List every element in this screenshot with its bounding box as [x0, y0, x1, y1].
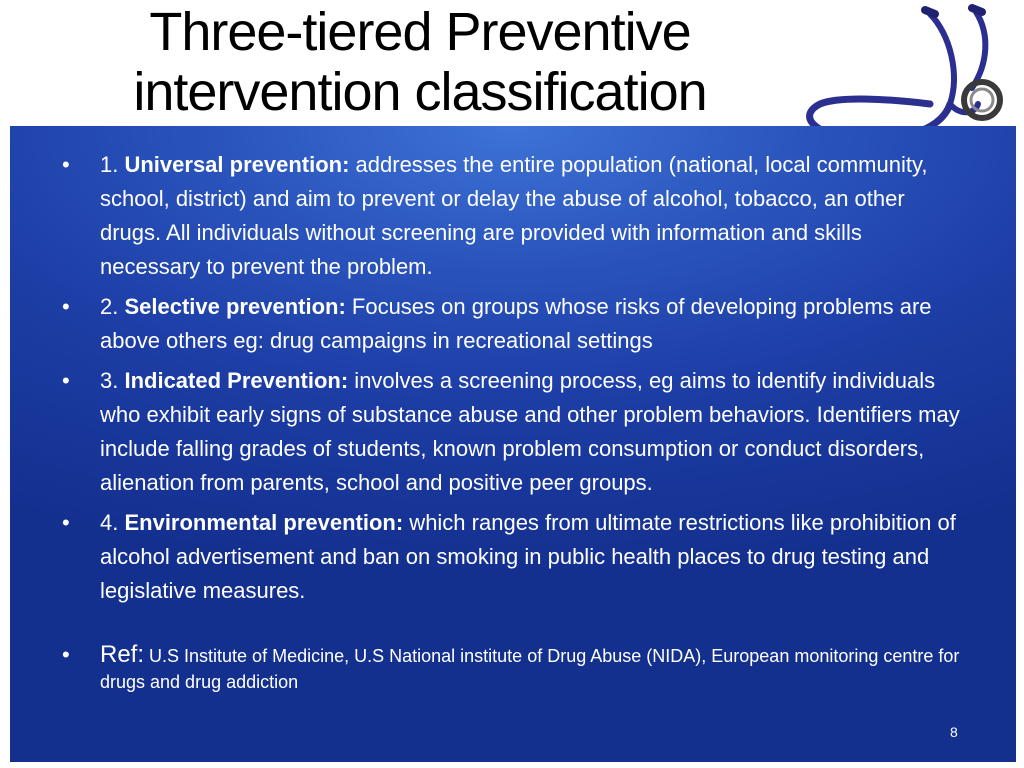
reference-text: U.S Institute of Medicine, U.S National institute of Drug Abuse (NIDA), European monitoring centre for drugs and drug addiction	[100, 646, 960, 692]
bullet-text: addresses the entire population (national, local community, school, district) and aim to prevent or delay the abuse of alcohol, tobacco, an other drugs. All individuals without screening are provided with information and skills necessary to prevent the problem.	[100, 152, 928, 279]
bullet-text: Focuses on groups whose risks of developing problems are above others eg: drug campaigns in recreational settings	[100, 294, 932, 353]
bullet-prefix: 4.	[100, 510, 125, 535]
bullet-item-reference	[48, 642, 968, 695]
bullet-dot-icon: •	[62, 642, 70, 667]
bullet-prefix: 1.	[100, 152, 125, 177]
bullet-term: Selective prevention:	[124, 294, 346, 319]
bullet-text: involves a screening process, eg aims to identify individuals who exhibit early signs of substance abuse and other problem behaviors. Identifiers may include falling grades of students, known problem consumption or conduct disorders, alienation from parents, school and positive peer groups.	[100, 368, 960, 495]
bullet-prefix: 3.	[100, 368, 125, 393]
bullet-prefix: 2.	[100, 294, 125, 319]
bullet-term: Indicated Prevention:	[124, 368, 349, 393]
bullet-item-environmental	[48, 506, 968, 608]
bullet-text: which ranges from ultimate restrictions like prohibition of alcohol advertisement and ban on smoking in public health places to drug testing and legislative measures.	[100, 510, 956, 603]
bullet-dot-icon: •	[62, 368, 70, 393]
bullet-item-indicated	[48, 364, 968, 500]
bullet-term: Universal prevention:	[124, 152, 350, 177]
slide-title-line-2: intervention classification	[133, 62, 707, 122]
bullet-term: Environmental prevention:	[124, 510, 404, 535]
bullet-list	[48, 148, 968, 701]
bullet-dot-icon: •	[62, 294, 70, 319]
bullet-item-selective	[48, 290, 968, 358]
slide-title-line-1: Three-tiered Preventive	[149, 2, 691, 62]
page-number: 8	[950, 724, 958, 740]
slide-title	[0, 2, 840, 122]
bullet-item-universal	[48, 148, 968, 284]
reference-label: Ref:	[100, 641, 145, 668]
bullet-dot-icon: •	[62, 152, 70, 177]
bullet-dot-icon: •	[62, 510, 70, 535]
